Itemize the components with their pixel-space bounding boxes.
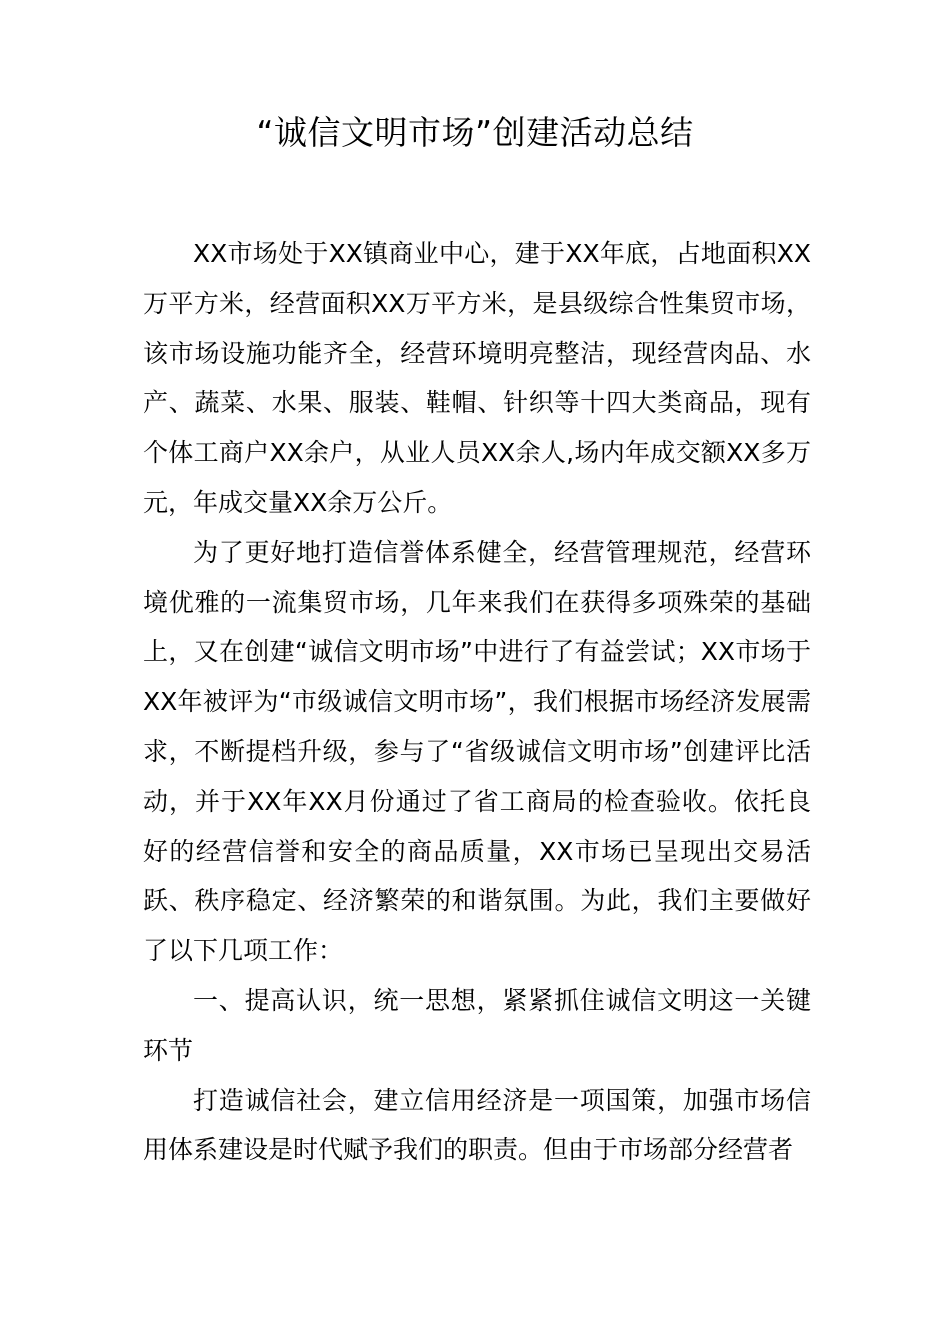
- section-heading-1: 一、提高认识，统一思想，紧紧抓住诚信文明这一关键环节: [143, 985, 811, 1065]
- paragraph-section-1-body: 打造诚信社会，建立信用经济是一项国策，加强市场信用体系建设是时代赋予我们的职责。但由于市场部分经营者: [143, 1085, 811, 1165]
- document-body: [143, 229, 811, 1175]
- paragraph-creation-background: 为了更好地打造信誉体系健全，经营管理规范，经营环境优雅的一流集贸市场，几年来我们在获得多项殊荣的基础上，又在创建“诚信文明市场”中进行了有益尝试；XX市场于XX年被评为“市级诚信文明市场”，我们根据市场经济发展需求，不断提档升级，参与了“省级诚信文明市场”创建评比活动，并于XX年XX月份通过了省工商局的检查验收。依托良好的经营信誉和安全的商品质量，XX市场已呈现出交易活跃、秩序稳定、经济繁荣的和谐氛围。为此，我们主要做好了以下几项工作：: [143, 537, 811, 966]
- paragraph-market-overview: XX市场处于XX镇商业中心，建于XX年底，占地面积XX万平方米，经营面积XX万平方米，是县级综合性集贸市场，该市场设施功能齐全，经营环境明亮整洁，现经营肉品、水产、蔬菜、水果、服装、鞋帽、针织等十四大类商品，现有个体工商户XX余户，从业人员XX余人,场内年成交额XX多万元，年成交量XX余万公斤。: [143, 239, 811, 517]
- document-title: “诚信文明市场”创建活动总结: [256, 113, 694, 152]
